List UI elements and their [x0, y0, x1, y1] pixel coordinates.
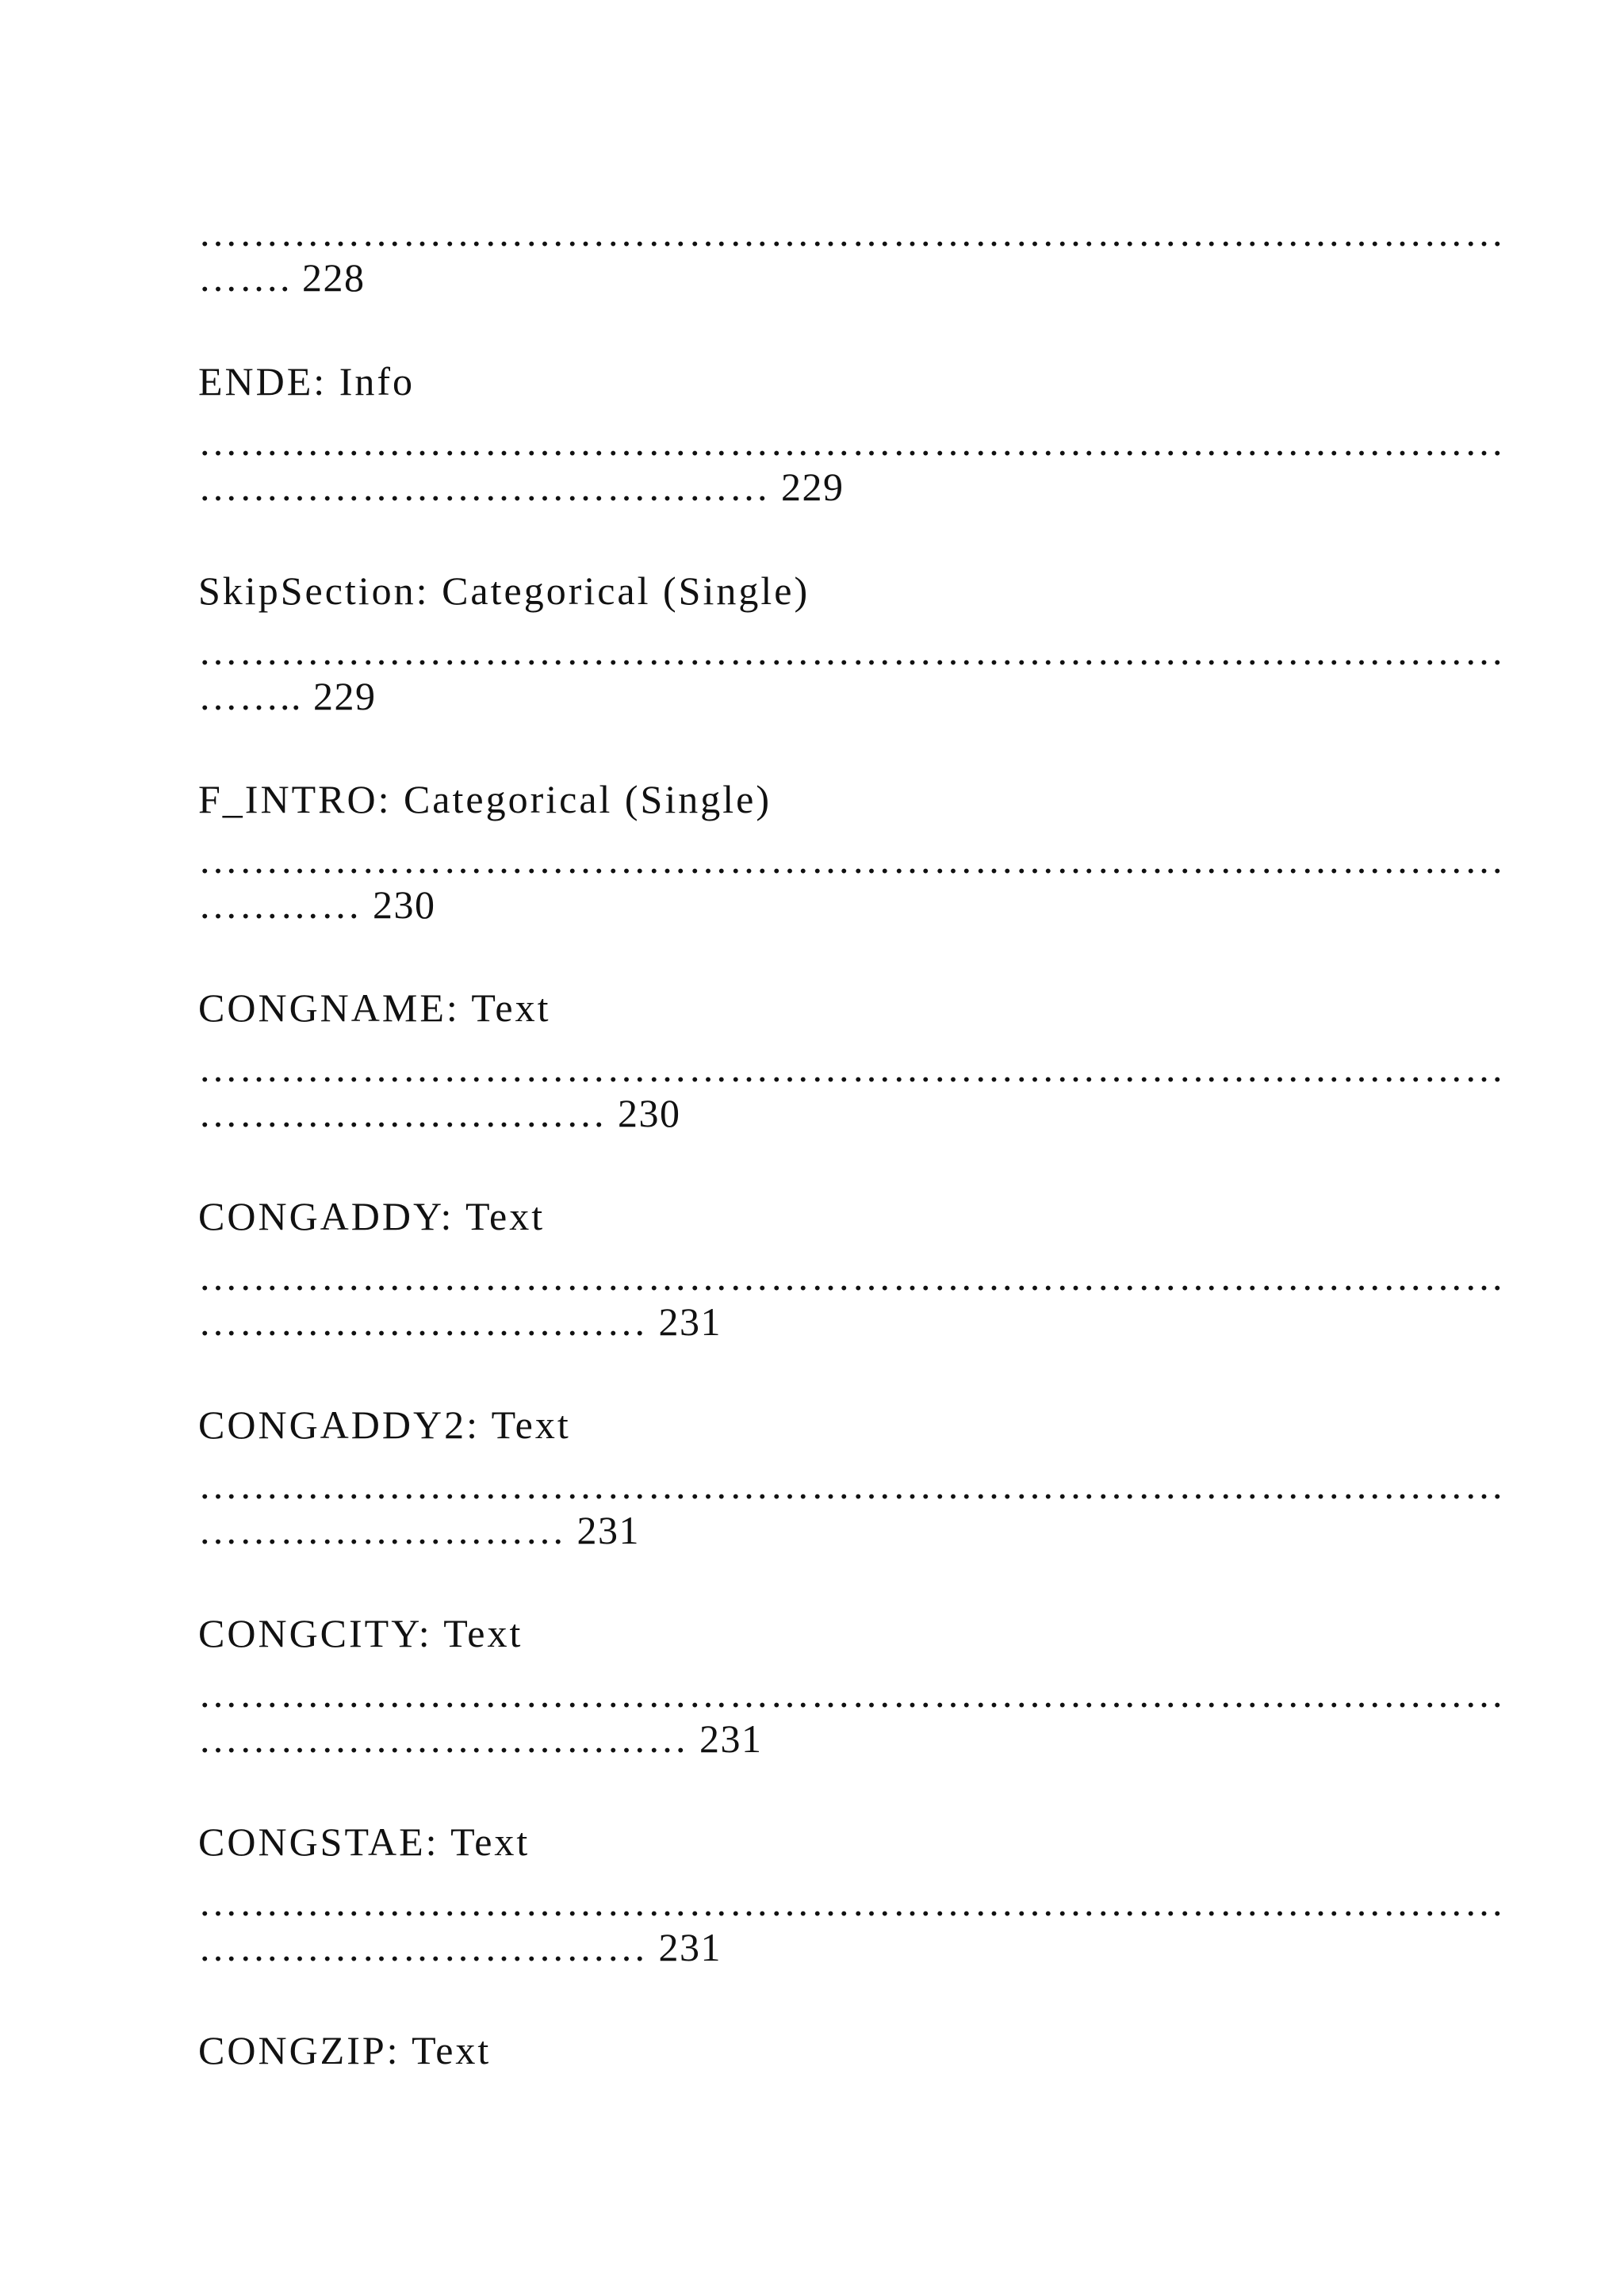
toc-entry-congcity: CONGCITY: Text [198, 1611, 523, 1655]
toc-page-number-line: ……. 228 [198, 255, 366, 300]
toc-entry-congaddy: CONGADDY: Text [198, 1194, 546, 1238]
toc-page-number-line: ……………………………… 231 [198, 1716, 763, 1761]
toc-dot-leader: …………………………………………………………………………………… [198, 210, 1505, 254]
toc-page-number-line: …………………………… 231 [198, 1299, 722, 1344]
toc-dot-leader: …………………………………………………………………………………… [198, 1254, 1505, 1299]
toc-dot-leader: …………………………………………………………………………………… [198, 837, 1505, 882]
toc-dot-leader: …………………………………………………………………………………… [198, 1463, 1505, 1507]
toc-entry-skipsection: SkipSection: Categorical (Single) [198, 568, 810, 613]
toc-entry-congzip: CONGZIP: Text [198, 2028, 492, 2072]
toc-entry-congname: CONGNAME: Text [198, 985, 551, 1030]
toc-entry-ende: ENDE: Info [198, 359, 415, 404]
toc-entry-f-intro: F_INTRO: Categorical (Single) [198, 777, 772, 821]
toc-page-number-line: …………………………………… 229 [198, 465, 845, 509]
toc-page-number-line: ……………………… 231 [198, 1508, 640, 1552]
toc-dot-leader: …………………………………………………………………………………… [198, 1046, 1505, 1090]
toc-page-number-line: …….. 229 [198, 674, 377, 718]
toc-page-number-line: ………………………… 230 [198, 1091, 681, 1135]
toc-dot-leader: …………………………………………………………………………………… [198, 629, 1505, 673]
toc-dot-leader: …………………………………………………………………………………… [198, 1880, 1505, 1924]
toc-page-number-line: …………………………… 231 [198, 1925, 722, 1969]
toc-dot-leader: …………………………………………………………………………………… [198, 419, 1505, 464]
toc-entry-congstae: CONGSTAE: Text [198, 1820, 530, 1864]
toc-page-number-line: ………… 230 [198, 882, 436, 927]
toc-dot-leader: …………………………………………………………………………………… [198, 1671, 1505, 1716]
toc-entry-congaddy2: CONGADDY2: Text [198, 1402, 571, 1447]
